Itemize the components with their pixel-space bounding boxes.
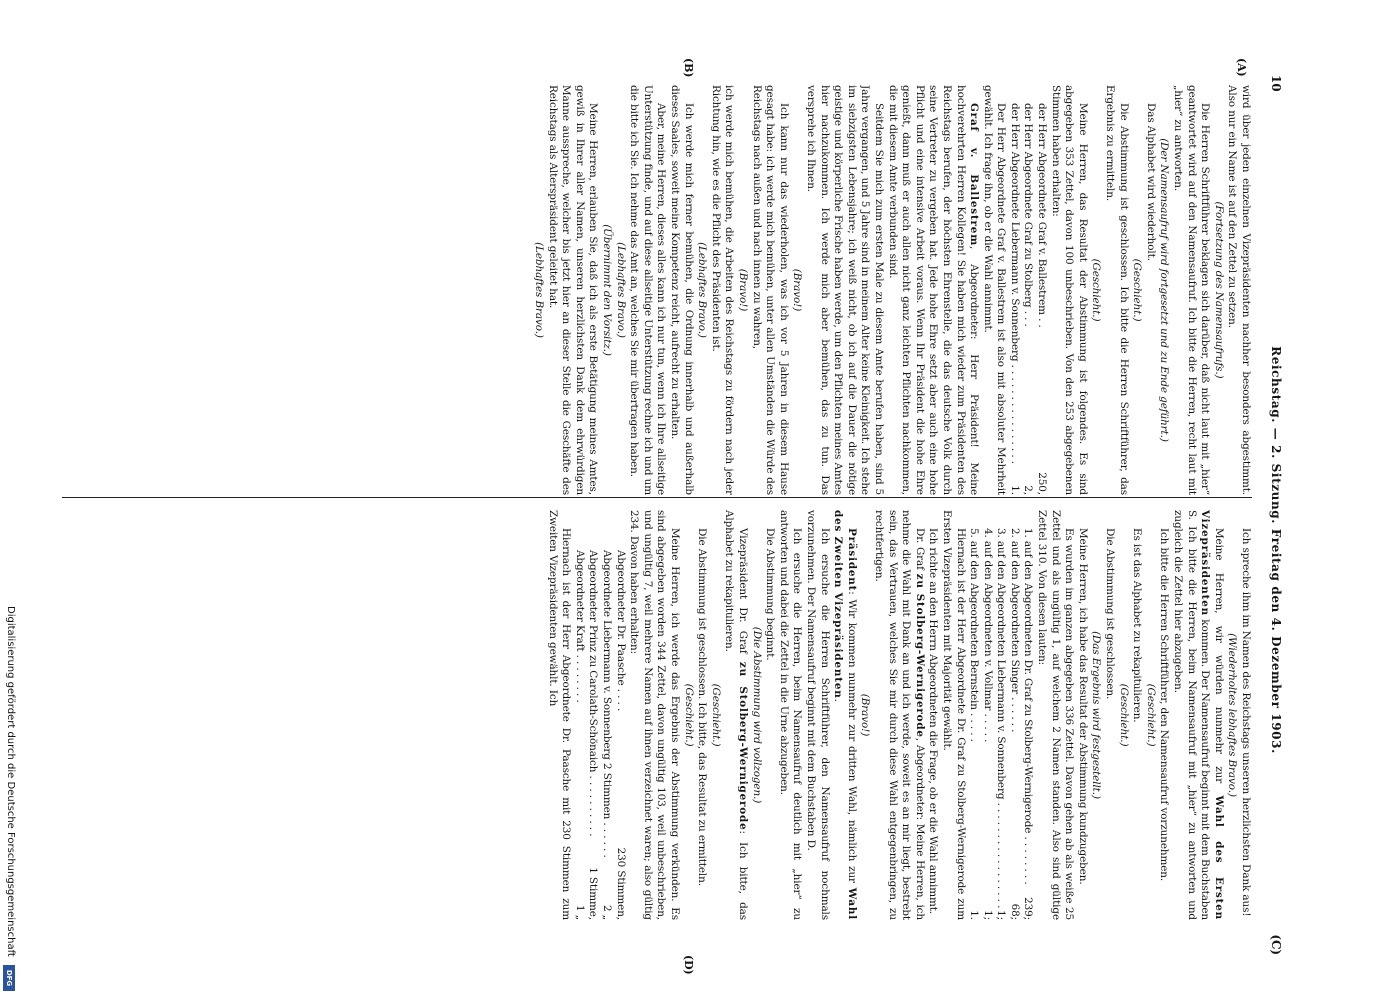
paragraph: Die Herren Schriftführer beklagen sich darüber, daß nicht laut mit „hier“ geantwortet wird auf den Namensaufruf. Ich bitte die Herren, recht laut mit „hier“ zu antworten.: [1172, 85, 1212, 495]
right-column: [62, 510, 1252, 920]
result-row: 3. auf den Abgeordneten Liebermann v. Sonnenberg . . . . . . . . . . . . . . . . . 1;: [995, 528, 1008, 920]
stage-direction: (Geschieht.): [1144, 683, 1157, 747]
paragraph: Das Alphabet wird wiederholt.: [1144, 103, 1157, 261]
paragraph: Ich kann nur das wiederholen, was ich vor 5 Jahren in diesem Hause gesagt habe: ich werde mich bemühen, unter allen Umständen die Würde des Reichstags nach außen und nach innen zu wahren,: [750, 85, 790, 495]
paragraph: Es ist das Alphabet zu rekapitulieren.: [1131, 528, 1144, 723]
page-title: Reichstag. — 2. Sitzung. Freitag den 4. Dezember 1903.: [1269, 346, 1283, 754]
stage-direction: (Der Namensaufruf wird fortgesetzt und zu Ende geführt.): [1158, 138, 1171, 442]
stage-direction: (Geschieht.): [709, 683, 722, 747]
paragraph: Die Abstimmung ist geschlossen.: [1104, 528, 1117, 700]
column-divider: [62, 497, 1252, 498]
paragraph: Aber, meine Herren, dieses alles kann ich nur tun, wenn ich Ihre allseitige Unterstützung finde, und auf diese allseitige Unterstützung rechne ich und um die bitte ich Sie. Ich nehme das Amt an, welches Sie mir übertragen haben.: [628, 85, 668, 495]
dfg-logo: DFG: [3, 965, 15, 991]
paragraph: Ich ersuche die Herren, beim Namensaufruf deutlich mit „hier“ zu antworten und dabei die Zettel in die Urne abzugeben.: [777, 510, 804, 920]
stage-direction: (Fortsetzung des Namensaufrufs.): [1212, 201, 1225, 379]
paragraph: Ich spreche ihm im Namen des Reichstags unseren herzlichsten Dank aus!: [1240, 528, 1252, 917]
vote-row: der Herr Abgeordnete Graf zu Stolberg . . . 2,: [1022, 103, 1035, 495]
paragraph: Die Abstimmung ist geschlossen. Ich bitte die Herren Schriftführer, das Ergebnis zu ermitteln.: [1104, 85, 1130, 495]
paragraph: wird über jeden einzelnen Vizepräsidenten nachher besonders abgestimmt. Also nur ein Name ist auf den Zettel zu setzen.: [1226, 85, 1252, 495]
stage-direction: (Lebhaftes Bravo.): [614, 242, 627, 338]
result-row: Abgeordneter Prinz zu Carolath-Schönaich . . . . . . . . . . 1 Stimme,: [587, 550, 600, 920]
margin-marker-d: (D): [682, 955, 695, 975]
credit-text: Digitalisierung gefördert durch die Deutsche Forschungsgemeinschaft: [5, 606, 16, 957]
paragraph: Seitdem Sie mich zum ersten Male zu diesem Amte berufen haben, sind 5 Jahre vergangen, und 5 Jahre sind in meinem Alter keine Kleinigkeit. Ich stehe im siebzigsten Lebensjahre; ich weiß nicht, ob ich auf die Dauer die nötige geistige und körperliche Frische haben werde, um den Pflichten meines Amtes hier nachzukommen. Ich werde mich aber bemühen, das zu tun. Das versprehe ich Ihnen.: [805, 85, 885, 495]
stage-direction: (Geschieht.): [1131, 258, 1144, 322]
paragraph: Meine Herren, ich habe das Resultat der Abstimmung kundzugeben.: [1076, 528, 1089, 885]
stage-direction: (Lebhaftes Bravo.): [696, 242, 709, 338]
paragraph: Es wurden im ganzen abgegeben 336 Zettel. Davon gehen ab als weiße 25 Zettel und als ungültig 1, auf welchem 2 Namen standen. Also sind gültige Zettel 310. Von diesen lauten:: [1036, 510, 1076, 920]
stage-direction: (Bravo!): [737, 268, 750, 312]
paragraph: Hiernach ist der Herr Abgeordnete Dr. Paasche mit 230 Stimmen zum Zweiten Vizepräsidenten gewählt. Ich: [546, 510, 573, 920]
paragraph: Ich werde mich ferner bemühen, die Ordnung innerhalb und außerhalb dieses Saales, soweit meine Kompetenz reicht, aufrecht zu erhalten.: [669, 85, 695, 495]
stage-direction: (Geschieht.): [682, 683, 695, 747]
result-row: Abgeordnete Liebermann v. Sonnenberg 2 Stimmen . . . . . . 2 „: [601, 550, 614, 920]
margin-marker-c: (C): [1269, 934, 1283, 955]
paragraph: Meine Herren, erlauben Sie, daß ich als erste Betätigung meines Amtes, gewiß in Ihrer aller Namen, unseren herzlichsten Dank dem ehrwürdigen Manne ausspreche, welcher bis jetzt hier an dieser Stelle die Geschäfte des Reichstags als Alterspräsident geleitet hat.: [546, 85, 600, 495]
paragraph: Die Abstimmung ist geschlossen. Ich bitte, das Resultat zu ermitteln.: [696, 528, 709, 886]
result-row: 2. auf den Abgeordneten Singer . . . . . . 68;: [1008, 528, 1021, 920]
paragraph: Graf v. Ballestrem, Abgeordneter: Herr Präsident! Meine hochverehrten Herren Kollegen! Sie haben mich wieder zum Präsidenten des Reichstags berufen, der höchsten Ehrenstelle, die das deutsche Volk durch seine Vertreter zu vergeben hat. Jede hohe Ehre setzt aber auch eine hohe Pflicht und eine intensive Arbeit voraus. Wenn Ihr Präsident die hohe Ehre genießt, dann muß er auch allen nicht ganz leichten Pflichten nachkommen, die mit diesem Amte verbunden sind.: [886, 85, 981, 495]
result-row: 1. auf den Abgeordneten Dr. Graf zu Stolberg-Wernigerode . . . . . . . . 239;: [1022, 528, 1035, 920]
paragraph: Vizepräsident Dr. Graf zu Stolberg-Wernigerode: Ich bitte, das Alphabet zu rekapitulieren.: [723, 510, 750, 920]
result-row: 5. auf den Abgeordneten Bernstein . . . . . 1.: [968, 528, 981, 920]
paragraph: Hiernach ist der Herr Abgeordnete Dr. Graf zu Stolberg-Wernigerode zum Ersten Vizepräsidenten mit Majorität gewählt.: [940, 510, 967, 920]
left-column: [62, 85, 1252, 495]
speaker-name: Graf v. Ballestrem: [968, 103, 981, 247]
vote-row: der Herr Abgeordnete Graf v. Ballestrem . . 250,: [1036, 103, 1049, 495]
paragraph: Meine Herren, das Resultat der Abstimmung ist folgendes. Es sind abgegeben 353 Zettel, davon 100 unbeschrieben. Von den 253 abgegebenen Stimmen haben erhalten:: [1049, 85, 1089, 495]
paragraph: Der Herr Abgeordnete Graf v. Ballestrem ist also mit absoluter Mehrheit gewählt. Ich frage ihn, ob er die Wahl annimmt.: [981, 85, 1008, 495]
paragraph: Ich bitte die Herren Schriftführer, den Namensaufruf vorzunehmen.: [1158, 528, 1171, 882]
paragraph: Die Abstimmung beginnt.: [764, 528, 777, 661]
stage-direction: (Übernimmt den Vorsitz.): [601, 224, 614, 356]
margin-marker-a: (A): [1235, 58, 1248, 77]
paragraph: Dr. Graf zu Stolberg-Wernigerode, Abgeordneter: Meine Herren, ich nehme die Wahl mit Dank an und ich werde, soweit es an mir liegt, bestrebt sein, das Vertrauen, welches Sie mir durch diese Wahl entgegenbringen, zu rechtfertigen.: [872, 510, 926, 920]
digitization-credit: [0, 606, 16, 996]
paragraph: Ich richte an den Herrn Abgeordneten die Frage, ob er die Wahl annimmt.: [927, 528, 940, 914]
margin-marker-b: (B): [682, 58, 695, 78]
stage-direction: (Bravo!): [791, 268, 804, 312]
stage-direction: (Wiederholtes lebhaftes Bravo.): [1226, 633, 1239, 797]
paragraph: Meine Herren, ich werde das Ergebnis der Abstimmung verkünden. Es sind abgegeben worden 344 Zettel, davon ungültig 103, weil unbeschrieben, und ungültig 7, weil mehrere Namen auf ihnen verzeichnet waren; also gültig 234. Davon haben erhalten:: [628, 510, 682, 920]
stage-direction: (Bravo!): [859, 693, 872, 737]
result-row: 4. auf den Abgeordneten v. Vollmar . . . . . 1;: [981, 528, 994, 920]
stage-direction: (Geschieht.): [1117, 683, 1130, 747]
page-number: 10: [1269, 75, 1283, 92]
stage-direction: (Lebhaftes Bravo.): [533, 242, 546, 338]
paragraph: ich werde mich bemühen, die Arbeiten des Reichstags zu fördern nach jeder Richtung hin, wie es die Pflicht des Präsidenten ist.: [709, 85, 736, 495]
stage-direction: (Das Ergebnis wird festgestellt.): [1090, 631, 1103, 799]
result-row: Abgeordneter Kraft . . . . . . . . 1 „: [573, 550, 586, 920]
stage-direction: (Die Abstimmung wird vollzogen.): [750, 626, 763, 804]
paragraph: Ich ersuche die Herren Schriftführer, den Namensaufruf nochmals vorzunehmen. Der Namensaufruf beginnt mit dem Buchstaben D.: [805, 510, 831, 920]
stage-direction: (Geschieht.): [1090, 258, 1103, 322]
paragraph: Präsident: Wir kommen nunmehr zur dritten Wahl, nämlich zur Wahl des Zweiten Vizepräsidenten.: [832, 510, 858, 920]
page-header: [1264, 75, 1283, 955]
paragraph: Meine Herren, wir würden nunmehr zur Wahl des Ersten Vizepräsidenten kommen. Der Namensaufruf beginnt mit dem Buchstaben S. Ich bitte die Herren, beim Namensaufruf mit „hier“ zu antworten und zugleich die Zettel hier abzugeben.: [1172, 510, 1225, 920]
vote-row: der Herr Abgeordnete Liebermann v. Sonnenberg . . . . . . . . . . . . . . . . 1.: [1008, 103, 1021, 495]
result-row: Abgeordneter Dr. Paasche . . . . 230 Stimmen,: [614, 550, 627, 920]
